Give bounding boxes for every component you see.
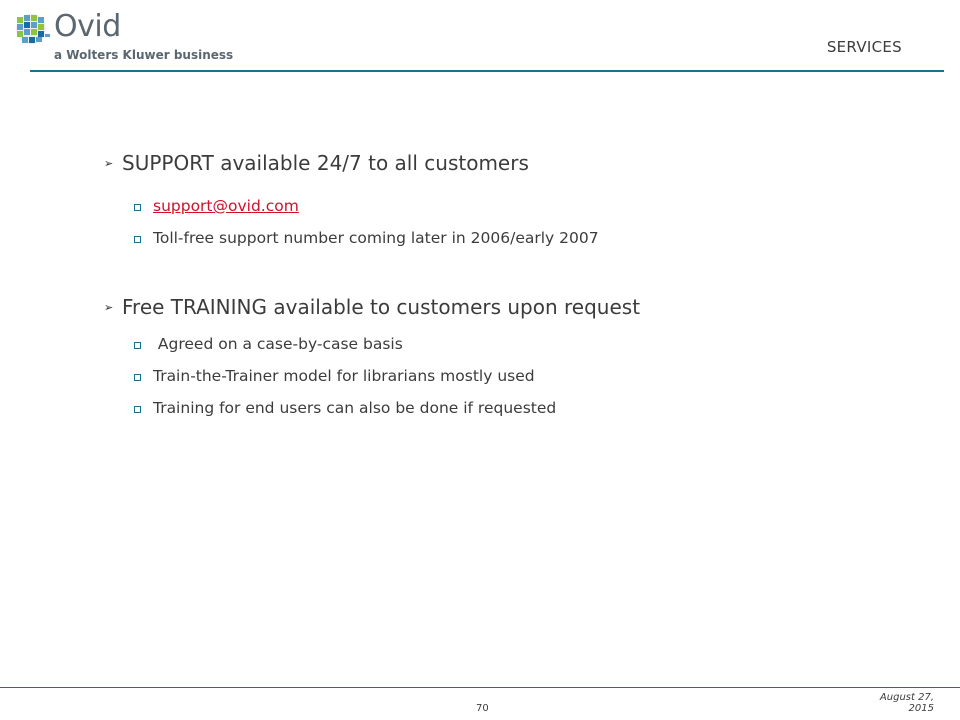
end-users-text: Training for end users can also be done if requested [153, 399, 557, 417]
ovid-logo [14, 10, 254, 60]
bullet-support-text: SUPPORT available 24/7 to all customers [122, 151, 529, 175]
sub-bullet-case-by-case [104, 328, 904, 360]
square-bullet-icon [134, 236, 141, 243]
square-bullet-icon [134, 342, 141, 349]
support-email-link[interactable]: support@ovid.com [153, 197, 299, 215]
square-bullet-icon [134, 204, 141, 211]
bullet-training-text: Free TRAINING available to customers upon request [122, 295, 641, 319]
sub-bullet-end-users [104, 392, 904, 424]
square-bullet-icon [134, 374, 141, 381]
footer-divider [0, 687, 960, 688]
arrow-bullet-icon: ➢ [104, 300, 114, 314]
train-the-trainer-text: Train-the-Trainer model for librarians mostly used [153, 367, 535, 385]
sub-bullet-email [104, 190, 904, 222]
arrow-bullet-icon: ➢ [104, 156, 114, 170]
date-line-2: 2015 [908, 703, 934, 714]
case-by-case-text: Agreed on a case-by-case basis [153, 335, 403, 353]
slide-content [104, 148, 904, 424]
header-divider [30, 70, 944, 72]
tollfree-text: Toll-free support number coming later in 2006/early 2007 [153, 229, 599, 247]
sub-bullet-train-the-trainer [104, 360, 904, 392]
logo-wordmark: Ovid [54, 9, 121, 44]
page-number: 70 [476, 703, 489, 714]
bullet-training [104, 292, 904, 322]
bullet-support [104, 148, 904, 178]
logo-tagline: a Wolters Kluwer business [54, 48, 234, 62]
footer-date [874, 692, 934, 714]
date-line-1: August 27, [879, 692, 934, 703]
square-bullet-icon [134, 406, 141, 413]
sub-bullet-tollfree [104, 222, 904, 254]
ovid-globe-icon [14, 12, 52, 46]
section-title: SERVICES [826, 38, 902, 56]
